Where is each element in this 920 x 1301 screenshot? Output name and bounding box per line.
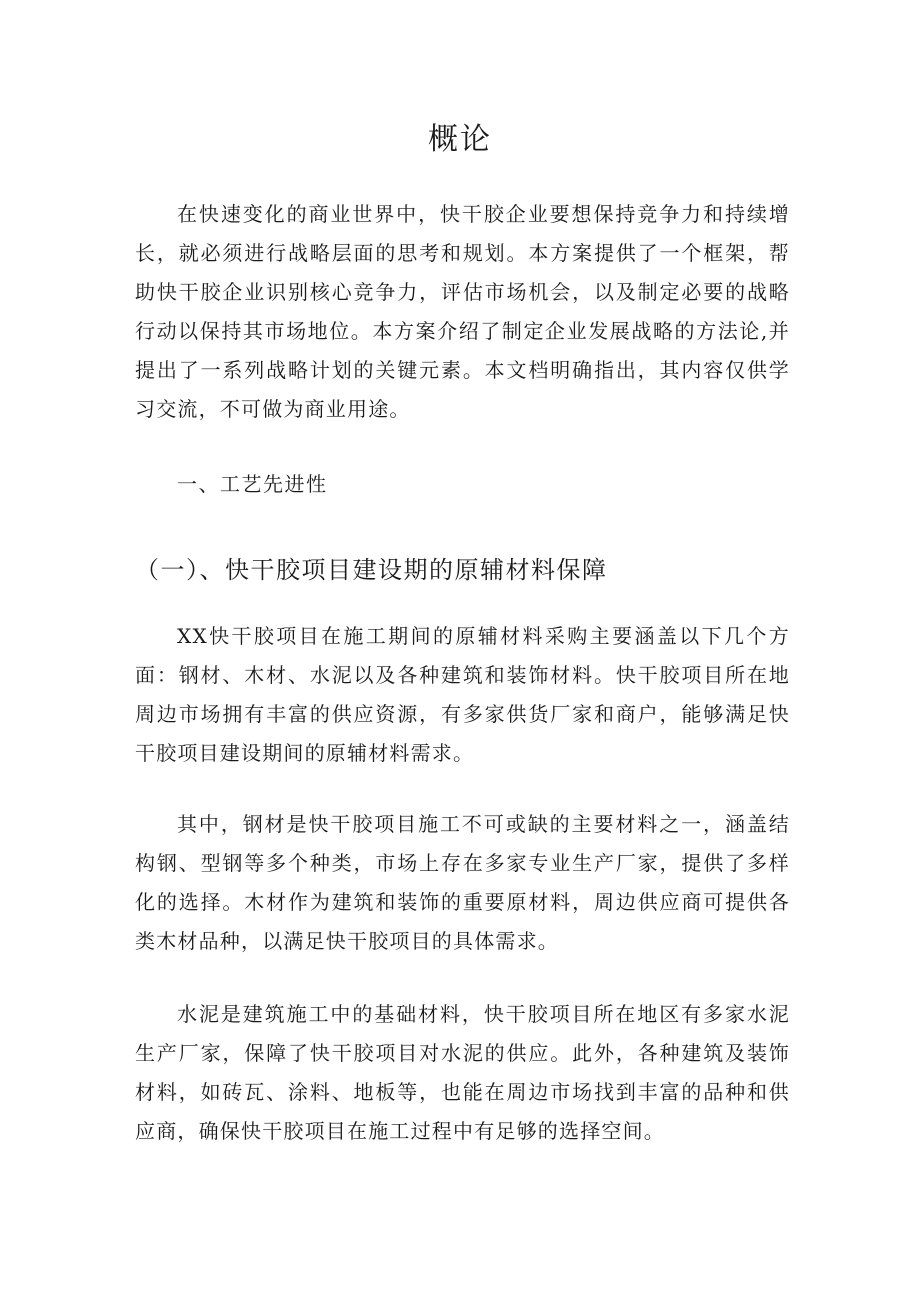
body-paragraph: 水泥是建筑施工中的基础材料，快干胶项目所在地区有多家水泥生产厂家，保障了快干胶项目对水泥的供应。此外，各种建筑及装饰材料，如砖瓦、涂料、地板等，也能在周边市场找到丰富的品种和供应商，确保快干胶项目在施工过程中有足够的选择空间。 <box>135 1002 790 1143</box>
intro-paragraph: 在快速变化的商业世界中，快干胶企业要想保持竞争力和持续增长，就必须进行战略层面的思考和规划。本方案提供了一个框架，帮助快干胶企业识别核心竞争力，评估市场机会，以及制定必要的战略行动以保持其市场地位。本方案介绍了制定企业发展战略的方法论,并提出了一系列战略计划的关键元素。本文档明确指出，其内容仅供学习交流，不可做为商业用途。 <box>135 202 790 421</box>
page-title: 概论 <box>428 122 492 157</box>
body-paragraph: XX快干胶项目在施工期间的原辅材料采购主要涵盖以下几个方面：钢材、木材、水泥以及各种建筑和装饰材料。快干胶项目所在地周边市场拥有丰富的供应资源，有多家供货厂家和商户，能够满足快干胶项目建设期间的原辅材料需求。 <box>135 624 790 765</box>
body-paragraph: 其中，钢材是快干胶项目施工不可或缺的主要材料之一，涵盖结构钢、型钢等多个种类，市场上存在多家专业生产厂家，提供了多样化的选择。木材作为建筑和装饰的重要原材料，周边供应商可提供各类木材品种，以满足快干胶项目的具体需求。 <box>135 812 790 953</box>
section-heading: 一、工艺先进性 <box>177 472 328 496</box>
sub-heading: （一）、快干胶项目建设期的原辅材料保障 <box>135 556 608 584</box>
